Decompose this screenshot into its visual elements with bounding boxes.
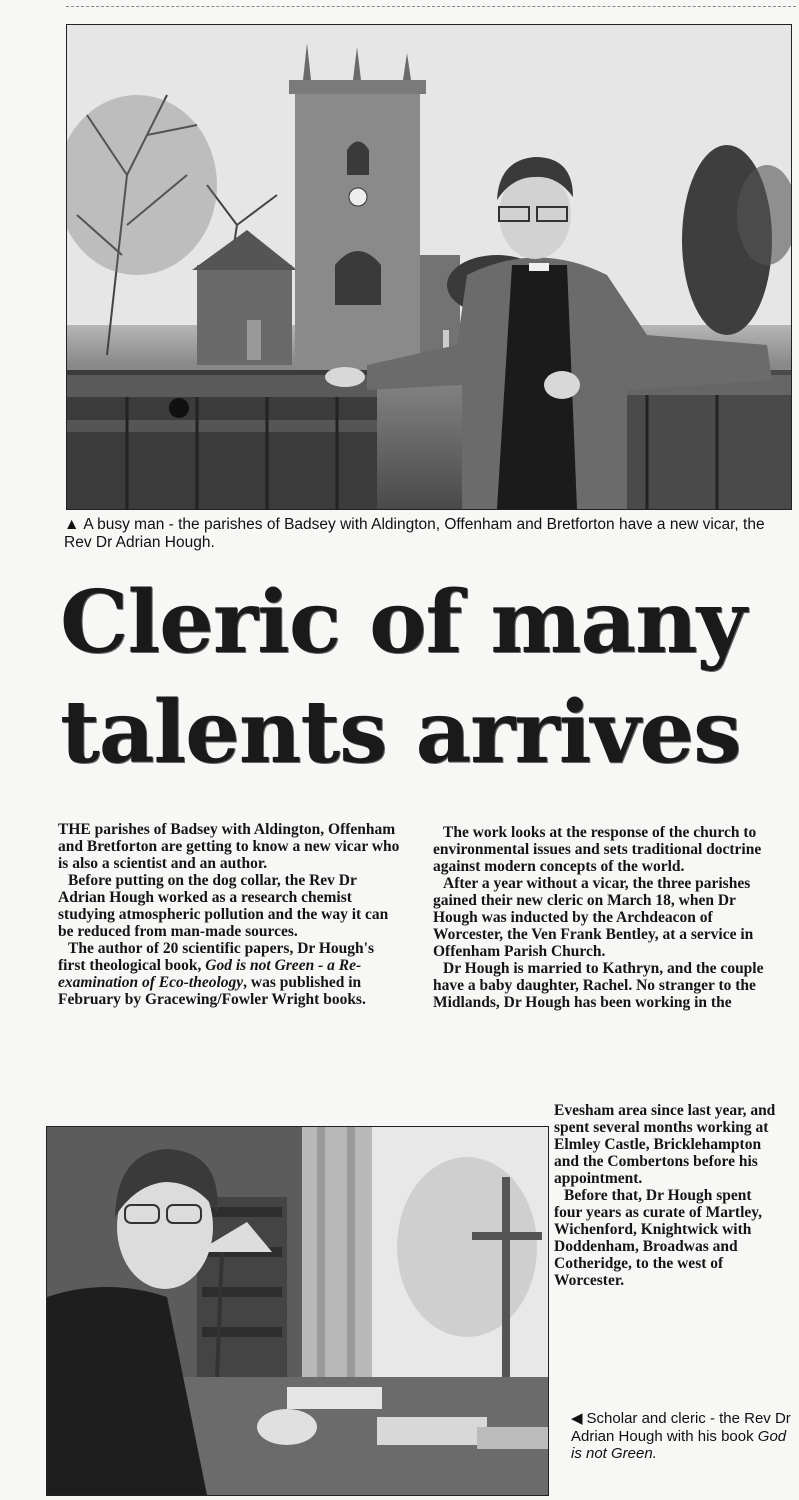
paragraph: Before that, Dr Hough spent four years as curate of Martley, Wichenford, Knightwick with Doddenham, Broadwas and Cotheridge, to the west of Worcester. (554, 1187, 763, 1289)
paragraph: Before putting on the dog collar, the Rev Dr Adrian Hough worked as a research chemist studying atmospheric pollution and the way it can be reduced from man-made sources. (58, 872, 389, 940)
paragraph: Evesham area since last year, and spent several months working at Elmley Castle, Bricklehampton and the Combertons before his appointment. (554, 1102, 776, 1187)
scholar-photo (46, 1126, 549, 1496)
article-right-column (433, 824, 778, 1011)
bottom-photo-caption (571, 1410, 793, 1463)
caption-arrow-left-icon: ◀ (571, 1410, 583, 1427)
paragraph: Dr Hough is married to Kathryn, and the couple have a baby daughter, Rachel. No stranger to the Midlands, Dr Hough has been working in the (433, 960, 764, 1011)
page-top-rule (66, 6, 796, 7)
caption-arrow-up-icon: ▲ (64, 516, 80, 533)
book-title: God is not Green - a Re-examination of Eco-theology (58, 957, 362, 991)
paragraph-text: The author of 20 scientific papers, Dr Hough's first theological book, (58, 940, 374, 974)
top-caption-text: A busy man - the parishes of Badsey with Aldington, Offenham and Bretforton have a new vicar, the Rev Dr Adrian Hough. (64, 516, 765, 551)
bottom-caption-text: Scholar and cleric - the Rev Dr Adrian Hough with his book (571, 1410, 791, 1445)
paragraph: The work looks at the response of the church to environmental issues and sets traditional doctrine against modern concepts of the world. (433, 824, 762, 875)
headline-line-2: talents arrives (60, 682, 741, 783)
paragraph: THE parishes of Badsey with Aldington, Offenham and Bretforton are getting to know a new vicar who is also a scientist and an author. (58, 821, 400, 872)
headline (60, 568, 795, 788)
paragraph (58, 940, 403, 1008)
paragraph-text: , was published in February by Gracewing/Fowler Wright books. (58, 974, 366, 1008)
article-right-column-continued (554, 1102, 779, 1289)
top-photo-caption (64, 516, 794, 552)
bottom-caption-book-title: God is not Green. (571, 1427, 787, 1462)
headline-line-1: Cleric of many (60, 572, 746, 673)
article-left-column (58, 821, 403, 1008)
church-photo (66, 24, 792, 510)
paragraph: After a year without a vicar, the three parishes gained their new cleric on March 18, when Dr Hough was inducted by the Archdeacon of Worcester, the Ven Frank Bentley, at a service in Offenham Parish Church. (433, 875, 754, 960)
